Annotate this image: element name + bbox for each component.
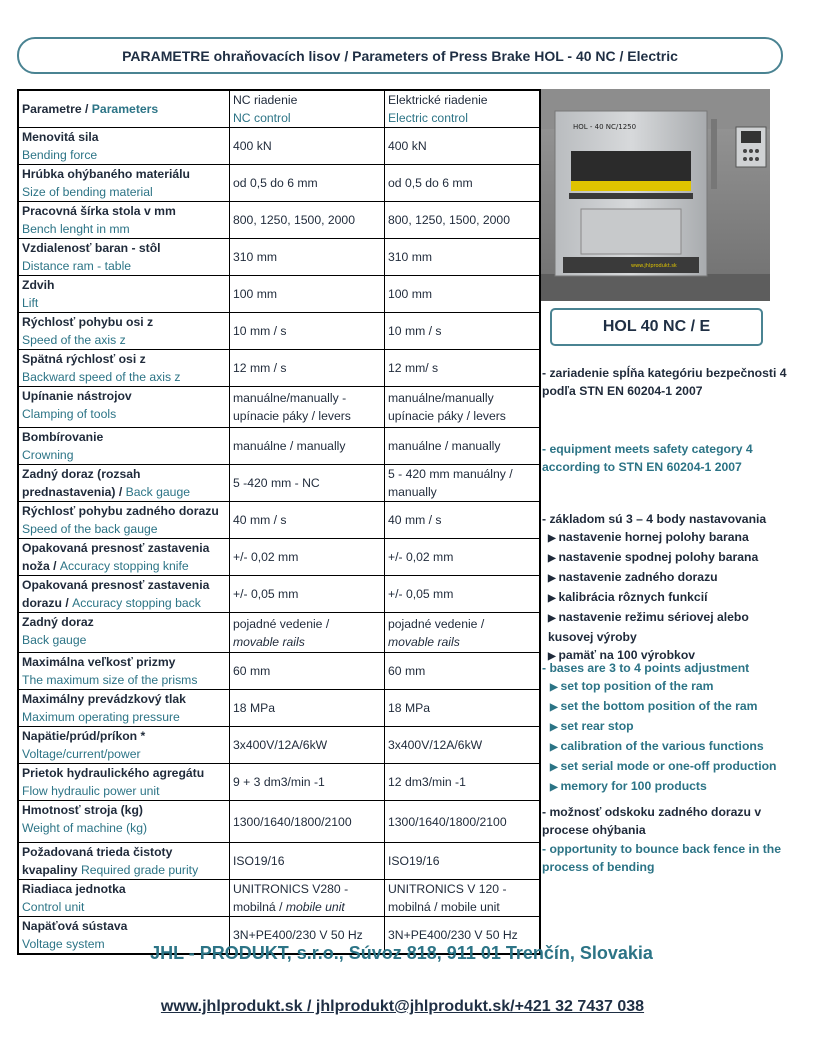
electric-value-cell <box>385 690 541 727</box>
nc-value: manuálne/manually - upínacie páky / levers <box>233 391 351 423</box>
parameter-cell <box>18 202 230 239</box>
parameter-sk: Zdvih <box>22 278 55 292</box>
page-title: PARAMETRE ohraňovacích lisov / Parameters of Press Brake HOL - 40 NC / Electric <box>17 37 783 74</box>
parameter-cell <box>18 350 230 387</box>
header-nc-sk: NC riadenie <box>233 93 298 107</box>
header-parameters-sk: Parametre / <box>22 102 92 116</box>
electric-value-italic: movable rails <box>388 634 460 649</box>
electric-value-cell <box>385 843 541 880</box>
note-safety-sk-text: - zariadenie spĺňa kategóriu bezpečnosti 4 podľa STN EN 60204-1 2007 <box>542 366 787 398</box>
parameter-cell <box>18 465 230 502</box>
electric-value: 12 mm/ s <box>388 361 439 375</box>
parameter-sk: Opakovaná presnosť zastavenia dorazu / <box>22 578 210 610</box>
nc-value: 9 + 3 dm3/min -1 <box>233 775 325 789</box>
table-row <box>18 843 540 880</box>
nc-value: +/- 0,02 mm <box>233 550 299 564</box>
nc-value: 3N+PE400/230 V 50 Hz <box>233 928 363 942</box>
nc-value-cell <box>230 801 385 843</box>
nc-value: manuálne / manually <box>233 439 346 453</box>
nc-value-cell <box>230 690 385 727</box>
electric-value-cell <box>385 350 541 387</box>
machine-plate: HOL - 40 NC/1250 <box>573 123 637 131</box>
parameter-cell <box>18 613 230 653</box>
machine-illustration <box>541 89 770 301</box>
note-list-text: set serial mode or one-off production <box>560 759 777 773</box>
note-base-en-list <box>542 677 792 797</box>
parameter-en: Distance ram - table <box>22 259 132 273</box>
arrow-icon: ▶ <box>550 722 561 733</box>
arrow-icon: ▶ <box>550 782 561 793</box>
table-row <box>18 880 540 917</box>
arrow-icon: ▶ <box>550 762 561 773</box>
parameter-en: Size of bending material <box>22 185 153 199</box>
electric-value-cell <box>385 276 541 313</box>
note-list-item <box>542 757 792 777</box>
parameter-cell <box>18 690 230 727</box>
note-list-text: calibration of the various functions <box>560 739 764 753</box>
arrow-icon: ▶ <box>550 742 561 753</box>
parameter-cell <box>18 313 230 350</box>
parameter-cell <box>18 128 230 165</box>
note-base-sk-heading: - základom sú 3 – 4 body nastavovania <box>542 512 767 526</box>
note-list-item <box>542 717 792 737</box>
note-bounce-en-text: - opportunity to bounce back fence in the process of bending <box>542 842 782 874</box>
electric-value-cell <box>385 727 541 764</box>
nc-value: 18 MPa <box>233 701 276 715</box>
electric-value: 10 mm / s <box>388 324 442 338</box>
nc-value-italic: movable rails <box>233 634 305 649</box>
note-list-item <box>542 608 792 646</box>
parameter-sk: Upínanie nástrojov <box>22 389 132 403</box>
parameter-cell <box>18 801 230 843</box>
table-row <box>18 613 540 653</box>
note-list-item <box>542 697 792 717</box>
electric-value-cell <box>385 202 541 239</box>
parameter-sk: Rýchlosť pohybu osi z <box>22 315 154 329</box>
electric-value-cell <box>385 653 541 690</box>
nc-value: 310 mm <box>233 250 278 264</box>
table-row <box>18 239 540 276</box>
parameter-en: Speed of the axis z <box>22 333 126 347</box>
electric-value-cell <box>385 801 541 843</box>
table-row <box>18 465 540 502</box>
nc-value-cell <box>230 128 385 165</box>
electric-value: 400 kN <box>388 139 427 153</box>
arrow-icon: ▶ <box>548 553 559 564</box>
parameter-en: Speed of the back gauge <box>22 522 158 536</box>
electric-value-cell <box>385 387 541 428</box>
note-list-item <box>542 777 792 797</box>
electric-value-cell <box>385 313 541 350</box>
machine-photo <box>541 89 770 301</box>
parameter-sk: Spätná rýchlosť osi z <box>22 352 146 366</box>
note-base-sk <box>542 510 792 666</box>
table-row <box>18 276 540 313</box>
parameter-sk: Napätie/prúd/príkon * <box>22 729 146 743</box>
electric-value: 18 MPa <box>388 701 431 715</box>
nc-value-cell <box>230 727 385 764</box>
nc-value: 3x400V/12A/6kW <box>233 738 328 752</box>
parameter-sk: Maximálny prevádzkový tlak <box>22 692 186 706</box>
parameter-cell <box>18 880 230 917</box>
parameter-sk: Hmotnosť stroja (kg) <box>22 803 143 817</box>
note-list-text: pamäť na 100 výrobkov <box>558 648 696 662</box>
machine-footer-text: www.jhlprodukt.sk <box>631 263 677 269</box>
parameter-cell <box>18 165 230 202</box>
electric-value-cell <box>385 613 541 653</box>
table-row <box>18 387 540 428</box>
nc-value-cell <box>230 387 385 428</box>
nc-value: 10 mm / s <box>233 324 287 338</box>
electric-value: 800, 1250, 1500, 2000 <box>388 213 510 227</box>
note-safety-en <box>542 440 792 476</box>
nc-value-cell <box>230 428 385 465</box>
parameter-cell <box>18 239 230 276</box>
nc-value: 12 mm / s <box>233 361 287 375</box>
table-row <box>18 128 540 165</box>
electric-value-cell <box>385 128 541 165</box>
electric-value: manuálne / manually <box>388 439 501 453</box>
parameter-cell <box>18 576 230 613</box>
note-bounce-sk <box>542 803 792 839</box>
electric-value: manuálne/manually upínacie páky / levers <box>388 391 506 423</box>
header-parameters <box>18 90 230 128</box>
note-list-text: nastavenie hornej polohy barana <box>558 530 749 544</box>
parameter-en: Backward speed of the axis z <box>22 370 181 384</box>
table-row <box>18 202 540 239</box>
table-row <box>18 764 540 801</box>
nc-value: 40 mm / s <box>233 513 287 527</box>
parameter-en: The maximum size of the prisms <box>22 673 198 687</box>
parameter-en: Lift <box>22 296 39 310</box>
model-label: HOL 40 NC / E <box>550 308 763 346</box>
note-list-text: nastavenie režimu sériovej alebo kusovej výroby <box>548 610 749 644</box>
nc-value-cell <box>230 165 385 202</box>
note-base-sk-list <box>542 528 792 666</box>
electric-value-cell <box>385 880 541 917</box>
nc-value-cell <box>230 843 385 880</box>
header-nc <box>230 90 385 128</box>
note-base-en-heading: - bases are 3 to 4 points adjustment <box>542 661 750 675</box>
header-electric <box>385 90 541 128</box>
note-list-item <box>542 737 792 757</box>
parameter-cell <box>18 727 230 764</box>
nc-value-cell <box>230 202 385 239</box>
note-list-item <box>542 677 792 697</box>
parameter-en: Control unit <box>22 900 85 914</box>
parameter-cell <box>18 428 230 465</box>
electric-value: UNITRONICS V 120 - mobilná / mobile unit <box>388 882 507 914</box>
nc-value-cell <box>230 239 385 276</box>
parameter-en: Maximum operating pressure <box>22 710 180 724</box>
electric-value: ISO19/16 <box>388 854 440 868</box>
electric-value-cell <box>385 239 541 276</box>
note-list-text: nastavenie spodnej polohy barana <box>558 550 759 564</box>
nc-value: 1300/1640/1800/2100 <box>233 814 352 829</box>
note-safety-sk <box>542 364 792 400</box>
nc-value: 400 kN <box>233 139 272 153</box>
parameter-sk: Napäťová sústava <box>22 919 128 933</box>
electric-value-cell <box>385 428 541 465</box>
parameter-cell <box>18 539 230 576</box>
parameter-en: Voltage system <box>22 937 105 951</box>
nc-value-italic: mobile unit <box>285 900 345 914</box>
parameter-sk: Bombírovanie <box>22 430 104 444</box>
electric-value: 100 mm <box>388 287 433 301</box>
note-bounce-sk-text: - možnosť odskoku zadného dorazu v procese ohýbania <box>542 805 762 837</box>
parameter-sk: Zadný doraz (rozsah prednastavenia) / <box>22 467 141 499</box>
parameter-cell <box>18 276 230 313</box>
electric-value: pojadné vedenie / <box>388 616 485 631</box>
nc-value: 100 mm <box>233 287 278 301</box>
parameter-en: Weight of machine (kg) <box>22 821 148 835</box>
parameter-en: Flow hydraulic power unit <box>22 784 160 798</box>
table-row <box>18 165 540 202</box>
arrow-icon: ▶ <box>548 573 559 584</box>
parameter-sk: Hrúbka ohýbaného materiálu <box>22 167 190 181</box>
note-base-en <box>542 659 792 797</box>
header-electric-sk: Elektrické riadenie <box>388 93 488 107</box>
table-row <box>18 539 540 576</box>
table-body <box>18 128 540 955</box>
electric-value: od 0,5 do 6 mm <box>388 176 473 190</box>
parameter-cell <box>18 843 230 880</box>
parameters-table <box>17 89 541 955</box>
parameter-sk: Riadiaca jednotka <box>22 882 126 896</box>
table-row <box>18 428 540 465</box>
electric-value-cell <box>385 165 541 202</box>
note-list-text: nastavenie zadného dorazu <box>558 570 718 584</box>
parameter-sk: Menovitá sila <box>22 130 99 144</box>
parameter-sk: Vzdialenosť baran - stôl <box>22 241 161 255</box>
parameter-cell <box>18 653 230 690</box>
table-row <box>18 801 540 843</box>
header-nc-en: NC control <box>233 111 291 125</box>
note-list-text: memory for 100 products <box>560 779 707 793</box>
nc-value: 800, 1250, 1500, 2000 <box>233 213 355 227</box>
table-row <box>18 502 540 539</box>
parameter-en: Accuracy stopping knife <box>59 559 189 573</box>
arrow-icon: ▶ <box>548 651 559 662</box>
parameter-en: Crowning <box>22 448 74 462</box>
nc-value-cell <box>230 350 385 387</box>
parameter-en: Required grade purity <box>80 863 199 877</box>
parameter-sk: Rýchlosť pohybu zadného dorazu <box>22 504 219 518</box>
parameter-en: Clamping of tools <box>22 407 117 421</box>
table-row <box>18 350 540 387</box>
table-row <box>18 653 540 690</box>
note-list-item <box>542 528 792 548</box>
electric-value: 310 mm <box>388 250 433 264</box>
nc-value-cell <box>230 613 385 653</box>
parameter-sk: Maximálna veľkosť prizmy <box>22 655 176 669</box>
nc-value-cell <box>230 276 385 313</box>
note-list-text: set rear stop <box>560 719 634 733</box>
nc-value: 60 mm <box>233 664 271 678</box>
parameter-sk: Zadný doraz <box>22 615 94 629</box>
company-address: JHL - PRODUKT, s.r.o., Súvoz 818, 911 01 Trenčín, Slovakia <box>150 943 653 963</box>
nc-value: UNITRONICS V280 - mobilná / <box>233 882 349 914</box>
note-list-item <box>542 588 792 608</box>
parameter-sk: Pracovná šírka stola v mm <box>22 204 176 218</box>
header-parameters-en: Parameters <box>91 102 159 116</box>
electric-value-cell <box>385 502 541 539</box>
note-safety-en-text: - equipment meets safety category 4 according to STN EN 60204-1 2007 <box>542 442 753 474</box>
contact-link[interactable]: www.jhlprodukt.sk / jhlprodukt@jhlprodukt.sk/+421 32 7437 038 <box>160 998 645 1015</box>
note-list-item <box>542 568 792 588</box>
electric-value: 3N+PE400/230 V 50 Hz <box>388 928 518 942</box>
parameter-en: Bench lenght in mm <box>22 222 130 236</box>
parameter-en: Back gauge <box>125 485 191 499</box>
electric-value-cell <box>385 576 541 613</box>
header-electric-en: Electric control <box>388 111 468 125</box>
parameter-sk: Opakovaná presnosť zastavenia noža / <box>22 541 210 573</box>
arrow-icon: ▶ <box>548 533 559 544</box>
parameter-cell <box>18 764 230 801</box>
table-row <box>18 690 540 727</box>
note-list-text: kalibrácia rôznych funkcií <box>558 590 708 604</box>
table-row <box>18 727 540 764</box>
electric-value: 3x400V/12A/6kW <box>388 738 483 752</box>
note-list-item <box>542 548 792 568</box>
electric-value: +/- 0,05 mm <box>388 587 454 601</box>
nc-value-cell <box>230 576 385 613</box>
nc-value-cell <box>230 539 385 576</box>
parameter-sk: Požadovaná trieda čistoty kvapaliny <box>22 845 173 877</box>
nc-value: +/- 0,05 mm <box>233 587 299 601</box>
parameter-en: Accuracy stopping back <box>72 596 201 610</box>
nc-value: pojadné vedenie / <box>233 616 330 631</box>
electric-value: 12 dm3/min -1 <box>388 775 466 789</box>
electric-value: 60 mm <box>388 664 426 678</box>
nc-value: od 0,5 do 6 mm <box>233 176 318 190</box>
parameter-sk: Prietok hydraulického agregátu <box>22 766 205 780</box>
nc-value-cell <box>230 465 385 502</box>
parameter-cell <box>18 502 230 539</box>
nc-value-cell <box>230 313 385 350</box>
parameter-en: Voltage/current/power <box>22 747 141 761</box>
note-bounce-en <box>542 840 792 876</box>
nc-value-cell <box>230 880 385 917</box>
note-list-text: set top position of the ram <box>560 679 714 693</box>
electric-value: +/- 0,02 mm <box>388 550 454 564</box>
nc-value-cell <box>230 502 385 539</box>
nc-value-cell <box>230 653 385 690</box>
table-header-row <box>18 90 540 128</box>
electric-value-cell <box>385 539 541 576</box>
note-list-text: set the bottom position of the ram <box>560 699 758 713</box>
parameter-cell <box>18 387 230 428</box>
nc-value: ISO19/16 <box>233 854 285 868</box>
table-row <box>18 576 540 613</box>
arrow-icon: ▶ <box>548 593 559 604</box>
parameter-en: Bending force <box>22 148 98 162</box>
nc-value: 5 -420 mm - NC <box>233 476 320 490</box>
electric-value: 1300/1640/1800/2100 <box>388 814 507 829</box>
arrow-icon: ▶ <box>550 702 561 713</box>
electric-value: 40 mm / s <box>388 513 442 527</box>
electric-value: 5 - 420 mm manuálny / manually <box>388 467 513 499</box>
arrow-icon: ▶ <box>550 682 561 693</box>
arrow-icon: ▶ <box>548 613 559 624</box>
table-row <box>18 313 540 350</box>
electric-value-cell <box>385 764 541 801</box>
nc-value-cell <box>230 764 385 801</box>
electric-value-cell <box>385 465 541 502</box>
parameter-en: Back gauge <box>22 633 87 647</box>
